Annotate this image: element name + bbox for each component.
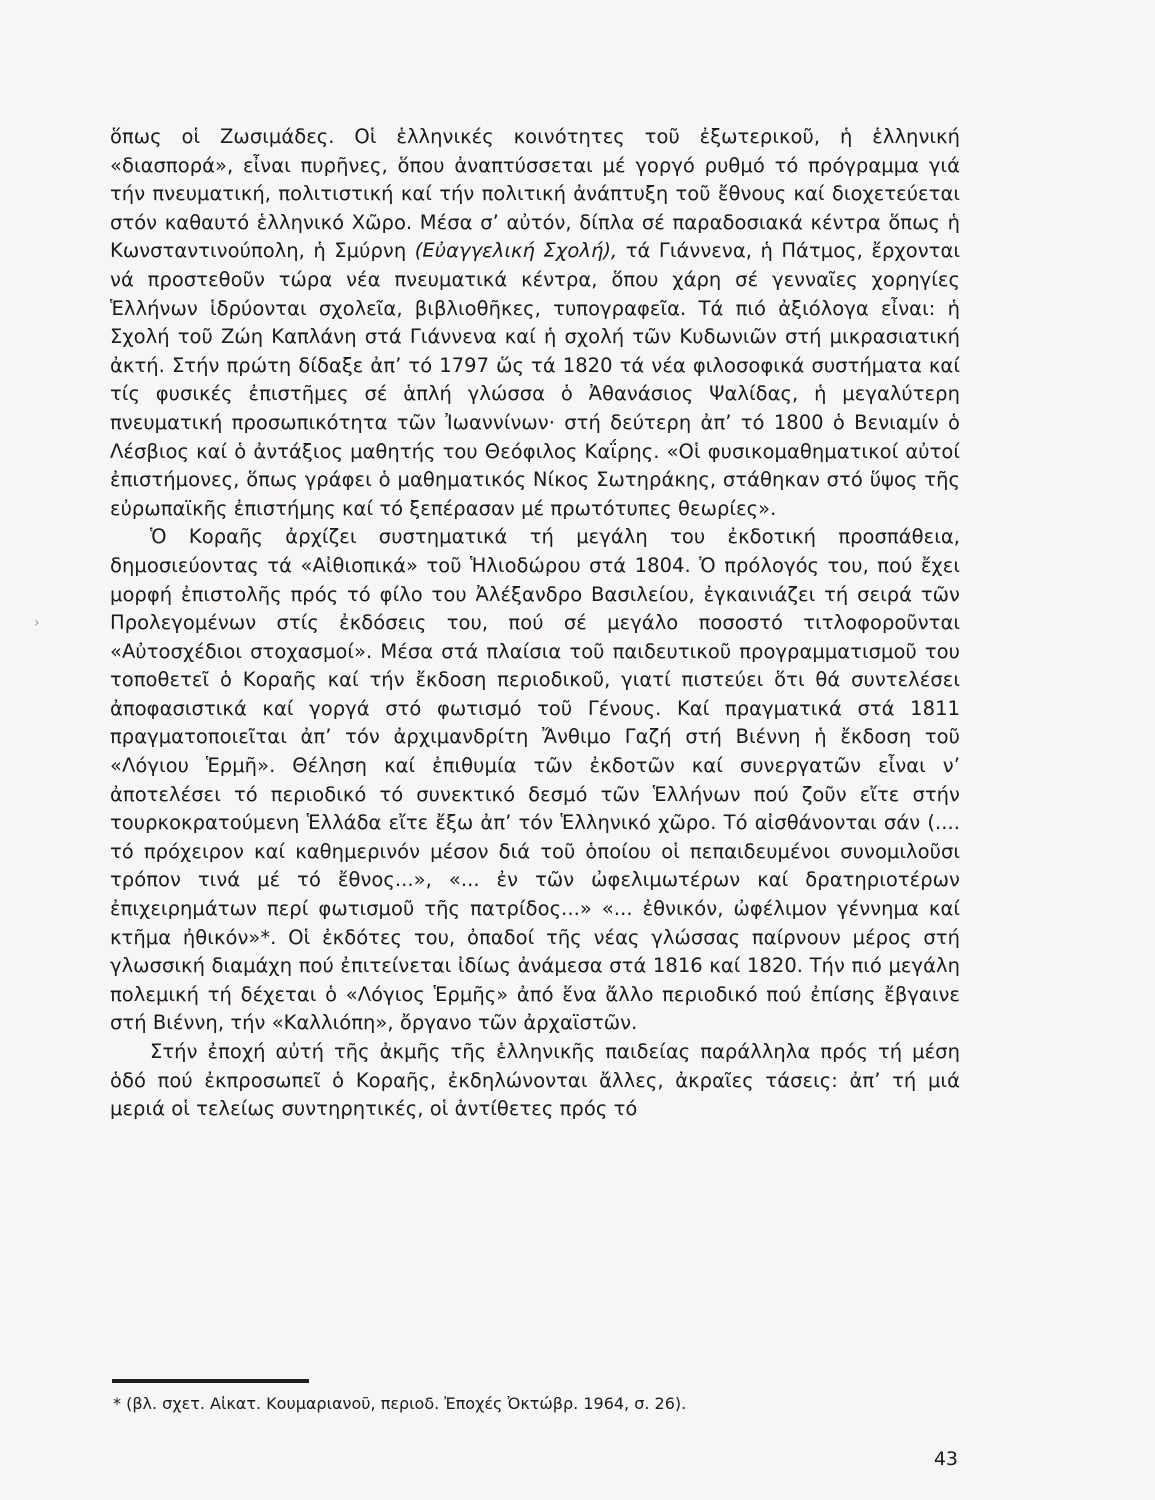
paragraph-2 xyxy=(110,523,960,1038)
footnote-divider xyxy=(112,1379,309,1383)
paragraph-1-italic: (Εὐαγγελική Σχολή), xyxy=(414,239,618,263)
paragraph-2-text: Ὁ Κοραῆς ἀρχίζει συστηματικά τή μεγάλη του ἐκδοτική προσπάθεια, δημοσιεύοντας τά «Αἰθιοπικά» τοῦ Ἡλιοδώρου στά 1804. Ὁ πρόλογός του, πού ἔχει μορφή ἐπιστολῆς πρός τό φίλο του Ἀλέξανδρο Βασιλείου, ἐγκαινιάζει τή σειρά τῶν Προλεγομένων στίς ἐκδόσεις του, πού σέ μεγάλο ποσοστό τιτλοφοροῦνται «Αὐτοσχέδιοι στοχασμοί». Μέσα στά πλαίσια τοῦ παιδευτικοῦ προγραμματισμοῦ του τοποθετεῖ ὁ Κοραῆς καί τήν ἔκδοση περιοδικοῦ, γιατί πιστεύει ὅτι θά συντελέσει ἀποφασιστικά καί γοργά στό φωτισμό τοῦ Γένους. Καί πραγματικά στά 1811 πραγματοποιεῖται ἀπ’ τόν ἀρχιμανδρίτη Ἄνθιμο Γαζή στή Βιέννη ἡ ἔκδοση τοῦ «Λόγιου Ἑρμῆ». Θέληση καί ἐπιθυμία τῶν ἐκδοτῶν καί συνεργατῶν εἶναι ν’ ἀποτελέσει τό περιοδικό τό συνεκτικό δεσμό τῶν Ἑλλήνων πού ζοῦν εἴτε στήν τουρκοκρατούμενη Ἑλλάδα εἴτε ἔξω ἀπ’ τόν Ἑλληνικό χῶρο. Τό αἰσθάνονται σάν (.... τό πρόχειρον καί καθημερινόν μέσον διά τοῦ ὁποίου οἱ πεπαιδευμένοι συνομιλοῦσι τρόπον τινά μέ τό ἔθνος...», «... ἐν τῶν ὠφελιμωτέρων καί δρατηριοτέρων ἐπιχειρημάτων περί φωτισμοῦ τῆς πατρίδος...» «... ἐθνικόν, ὠφέλιμον γέννημα καί κτῆμα ἠθικόν»*. Οἱ ἐκδότες του, ὀπαδοί τῆς νέας γλώσσας παίρνουν μέρος στή γλωσσική διαμάχη πού ἐπιτείνεται ἰδίως ἀνάμεσα στά 1816 καί 1820. Τήν πιό μεγάλη πολεμική τή δέχεται ὁ «Λόγιος Ἑρμῆς» ἀπό ἕνα ἄλλο περιοδικό πού ἐπίσης ἔβγαινε στή Βιέννη, τήν «Καλλιόπη», ὄργανο τῶν ἀρχαϊστῶν. xyxy=(110,525,960,1035)
paragraph-1 xyxy=(110,123,960,523)
paragraph-3-text: Στήν ἐποχή αὐτή τῆς ἀκμῆς τῆς ἑλληνικῆς παιδείας παράλληλα πρός τή μέση ὁδό πού ἐκπροσωπεῖ ὁ Κοραῆς, ἐκδηλώνονται ἄλλες, ἀκραῖες τάσεις: ἀπ’ τή μιά μεριά οἱ τελείως συντηρητικές, οἱ ἀντίθετες πρός τό xyxy=(110,1040,960,1121)
paragraph-1-text-a: ὅπως οἱ Ζωσιμάδες. Οἱ ἑλληνικές κοινότητες τοῦ ἐξωτερικοῦ, ἡ ἑλληνική «διασπορά», εἶναι πυρῆνες, ὅπου ἀναπτύσσεται μέ γοργό ρυθμό τό πρόγραμμα γιά τήν πνευματική, πολιτιστική καί τήν πολιτική ἀνάπτυξη τοῦ ἔθνους καί διοχετεύεται στόν καθαυτό ἑλληνικό Χῶρο. Μέσα σ’ αὐτόν, δίπλα σέ παραδοσιακά κέντρα ὅπως ἡ Κωνσταντινούπολη, ἡ Σμύρνη xyxy=(110,125,960,263)
paragraph-3 xyxy=(110,1038,960,1124)
footnote: * (βλ. σχετ. Αἰκατ. Κουμαριανοῦ, περιοδ. Ἐποχές Ὀκτώβρ. 1964, σ. 26). xyxy=(113,1394,687,1413)
margin-mark: › xyxy=(34,615,40,631)
main-text xyxy=(110,123,960,1124)
page-number: 43 xyxy=(933,1448,958,1470)
paragraph-1-text-b: τά Γιάννενα, ἡ Πάτμος, ἔρχονται νά προστεθοῦν τώρα νέα πνευματικά κέντρα, ὅπου χάρη σέ γενναῖες χορηγίες Ἑλλήνων ἱδρύονται σχολεῖα, βιβλιοθῆκες, τυπογραφεῖα. Τά πιό ἀξιόλογα εἶναι: ἡ Σχολή τοῦ Ζώη Καπλάνη στά Γιάννενα καί ἡ σχολή τῶν Κυδωνιῶν στή μικρασιατική ἀκτή. Στήν πρώτη δίδαξε ἀπ’ τό 1797 ὥς τά 1820 τά νέα φιλοσοφικά συστήματα καί τίς φυσικές ἐπιστῆμες σέ ἁπλή γλώσσα ὁ Ἀθανάσιος Ψαλίδας, ἡ μεγαλύτερη πνευματική προσωπικότητα τῶν Ἰωαννίνων· στή δεύτερη ἀπ’ τό 1800 ὁ Βενιαμίν ὁ Λέσβιος καί ὁ ἀντάξιος μαθητής του Θεόφιλος Καΐρης. «Οἱ φυσικομαθηματικοί αὐτοί ἐπιστήμονες, ὅπως γράφει ὁ μαθηματικός Νίκος Σωτηράκης, στάθηκαν στό ὕψος τῆς εὐρωπαϊκῆς ἐπιστήμης καί τό ξεπέρασαν μέ πρωτότυπες θεωρίες». xyxy=(110,239,961,520)
